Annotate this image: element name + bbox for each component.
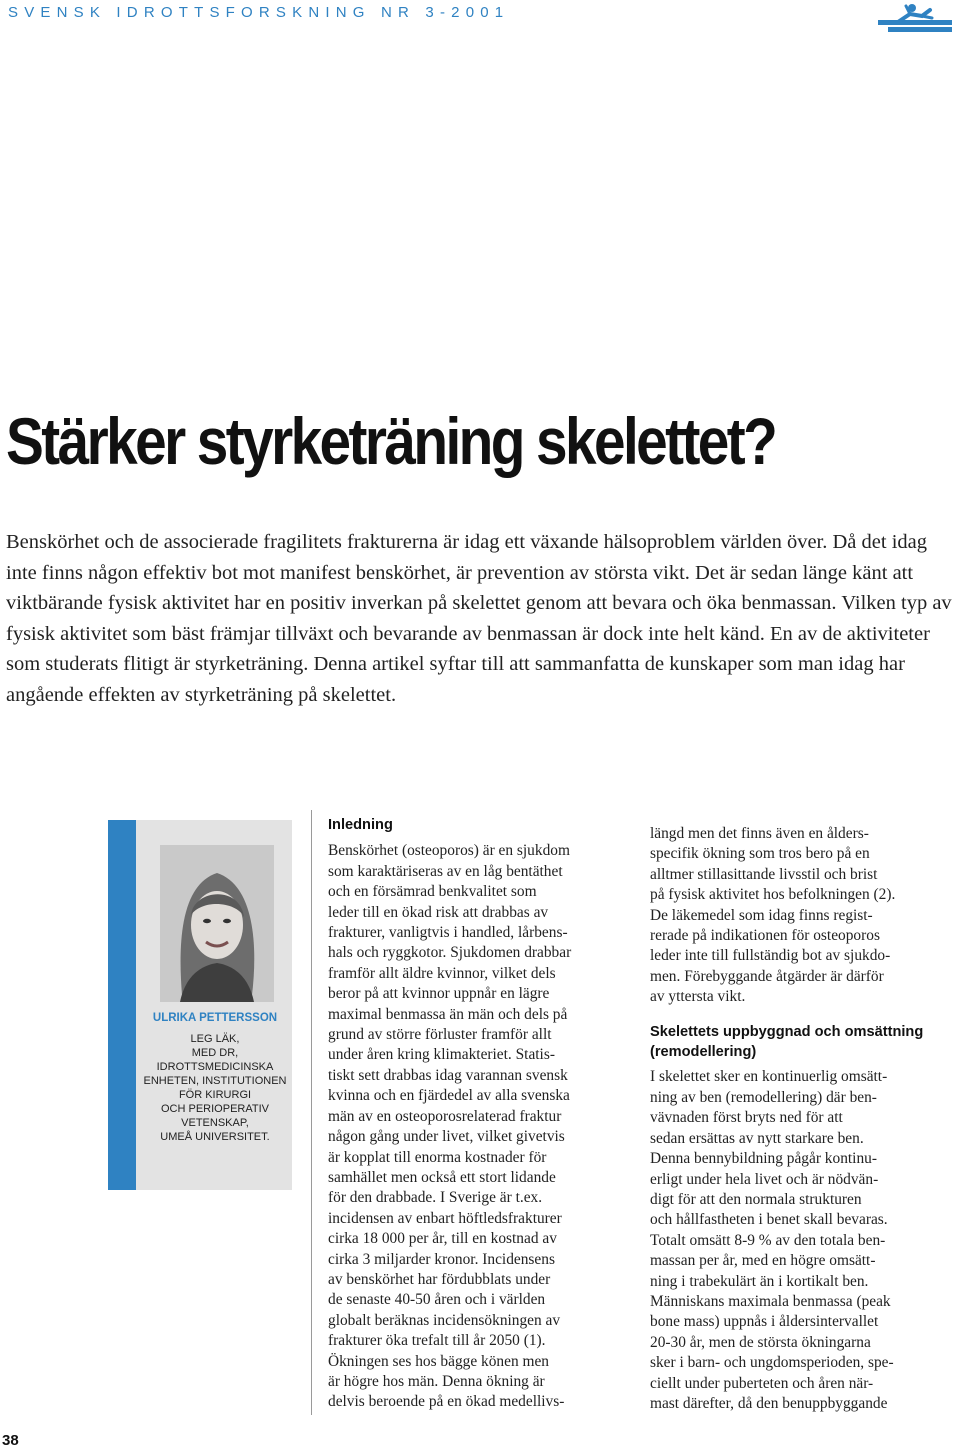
- affiliation-line: UMEÅ UNIVERSITET.: [160, 1131, 270, 1143]
- author-box-accent-bar: [108, 820, 136, 1190]
- text-line: längd men det finns även en ålders-: [650, 825, 869, 842]
- text-line: män av en osteoporosrelaterad fraktur: [328, 1107, 562, 1125]
- text-line: hals och ryggkotor. Sjukdomen drabbar: [328, 944, 572, 962]
- column-divider: [311, 810, 312, 1415]
- text-line: 20-30 år, men de största ökningarna: [650, 1333, 871, 1351]
- text-line: Människans maximala benmassa (peak: [650, 1292, 891, 1310]
- author-affiliation: [138, 1032, 292, 1144]
- text-line: och hållfastheten i benet skall bevaras.: [650, 1211, 888, 1229]
- article-title: Stärker styrketräning skelettet?: [6, 404, 776, 478]
- section-heading-skelettets-uppbyggnad: Skelettets uppbyggnad och omsättning (remodellering): [650, 1023, 924, 1061]
- text-line: De läkemedel som idag finns regist-: [650, 906, 873, 924]
- page-number: 38: [2, 1432, 19, 1449]
- text-line: maximal benmassa än män och dels på: [328, 1005, 568, 1023]
- text-line: Denna bennybildning pågår kontinu-: [650, 1150, 877, 1168]
- text-line: alltmer stillasittande livsstil och brist: [650, 865, 878, 883]
- text-line: grund av större förluster framför allt: [328, 1026, 552, 1044]
- text-line: framför allt äldre kvinnor, vilket dels: [328, 964, 556, 982]
- text-line: för den drabbade. I Sverige är t.ex.: [328, 1189, 543, 1207]
- text-line: leder inte till fullständig bot av sjukdo-: [650, 947, 891, 965]
- author-name: ULRIKA PETTERSSON: [152, 1012, 278, 1024]
- text-line: Ökningen ses hos bägge könen men: [328, 1352, 549, 1370]
- text-line: sedan ersättas av nytt starkare ben.: [650, 1129, 864, 1147]
- text-line: mast därefter, då den benuppbyggande: [650, 1394, 888, 1412]
- text-line: cirka 18 000 per år, till en kostnad av: [328, 1230, 557, 1248]
- text-line: massan per år, med en högre omsätt-: [650, 1252, 876, 1270]
- body-column-2: [650, 824, 950, 1414]
- text-line: Totalt omsätt 8-9 % av den totala ben-: [650, 1231, 886, 1249]
- text-line: som karaktäriseras av en låg bentäthet: [328, 862, 563, 880]
- article-ingress: Benskörhet och de associerade fragilitets frakturerna är idag ett växande hälsoproblem världen över. Då det idag inte finns någon effektiv bot mot manifest benskörhet, är prevention av största vikt. Det är sedan länge känt att viktbärande fysisk aktivitet har en positiv inverkan på skelettet genom att bevara och öka benmassan. Vilken typ av fysisk aktivitet som bäst främjar tillväxt och bevarande av benmassan är dock inte helt känd. En av de aktiviteter som studerats flitigt är styrketräning. Denna artikel syftar till att sammanfatta de kunskaper som man idag har angående effekten av styrketräning på skelettet.: [6, 531, 952, 706]
- text-line: frakturer, vanligtvis i handled, lårbens-: [328, 924, 568, 942]
- affiliation-line: ENHETEN, INSTITUTIONEN: [143, 1075, 287, 1087]
- text-line: cirka 3 miljarder kronor. Incidensens: [328, 1250, 555, 1268]
- text-line: ciellt under puberteten och åren när-: [650, 1374, 874, 1392]
- affiliation-line: VETENSKAP,: [181, 1117, 249, 1129]
- text-line: under åren kring klimakteriet. Statis-: [328, 1046, 555, 1064]
- text-line: bone mass) uppnås i åldersintervallet: [650, 1313, 879, 1331]
- author-box: [108, 820, 292, 1190]
- text-line: är kopplat till enorma kostnader för: [328, 1148, 547, 1166]
- text-line: tiskt sett drabbas idag varannan svensk: [328, 1066, 568, 1084]
- text-line: sker i barn- och ungdomsperioden, spe-: [650, 1354, 894, 1372]
- text-line: rerade på indikationen för osteoporos: [650, 927, 880, 945]
- column-1-text: [328, 841, 628, 1412]
- text-line: de senaste 40-50 åren och i världen: [328, 1291, 546, 1309]
- affiliation-line: LEG LÄK,: [190, 1033, 240, 1045]
- text-line: någon gång under livet, vilket givetvis: [328, 1128, 565, 1146]
- text-line: på fysisk aktivitet hos befolkningen (2).: [650, 886, 896, 904]
- text-line: men. Förebyggande åtgärder är därför: [650, 967, 884, 985]
- text-line: incidensen av enbart höftledsfrakturer: [328, 1209, 562, 1227]
- affiliation-line: IDROTTSMEDICINSKA: [156, 1061, 274, 1073]
- text-line: vävnaden först bryts ned för att: [650, 1109, 843, 1127]
- text-line: ning i trabekulärt än i kortikalt ben.: [650, 1272, 869, 1290]
- text-line: är högre hos män. Denna ökning är: [328, 1372, 545, 1390]
- text-line: erligt under hela livet och är nödvän-: [650, 1170, 879, 1188]
- text-line: kvinna och en fjärdedel av alla svenska: [328, 1087, 570, 1105]
- body-column-1: [328, 815, 628, 1413]
- text-line: beror på att kvinnor uppnår en lägre: [328, 985, 550, 1003]
- text-line: Benskörhet (osteoporos) är en sjukdom: [328, 842, 570, 860]
- text-line: delvis beroende på en ökad medellivs-: [328, 1393, 565, 1411]
- column-2-text-top: [650, 824, 950, 1008]
- runner-logo-icon: [872, 2, 956, 36]
- section-heading-inledning: Inledning: [328, 817, 393, 833]
- text-line: av yttersta vikt.: [650, 988, 746, 1006]
- text-line: ning av ben (remodellering) där ben-: [650, 1088, 877, 1106]
- affiliation-line: MED DR,: [191, 1047, 239, 1059]
- text-line: specifik ökning som tros bero på en: [650, 845, 870, 863]
- text-line: digt för att den normala strukturen: [650, 1190, 862, 1208]
- text-line: globalt beräknas incidensökningen av: [328, 1311, 561, 1329]
- column-2-text-bottom: [650, 1067, 950, 1414]
- affiliation-line: FÖR KIRURGI: [178, 1089, 252, 1101]
- text-line: av benskörhet har fördubblats under: [328, 1270, 551, 1288]
- text-line: frakturer öka trefalt till år 2050 (1).: [328, 1332, 546, 1350]
- text-line: leder till en ökad risk att drabbas av: [328, 903, 549, 921]
- text-line: och en försämrad benkvalitet som: [328, 883, 537, 901]
- text-line: samhället men också ett stort lidande: [328, 1168, 556, 1186]
- affiliation-line: OCH PERIOPERATIV: [161, 1103, 269, 1115]
- text-line: I skelettet sker en kontinuerlig omsätt-: [650, 1068, 888, 1086]
- author-photo: [160, 845, 274, 1002]
- journal-header: SVENSK IDROTTSFORSKNING NR 3-2001: [8, 4, 510, 21]
